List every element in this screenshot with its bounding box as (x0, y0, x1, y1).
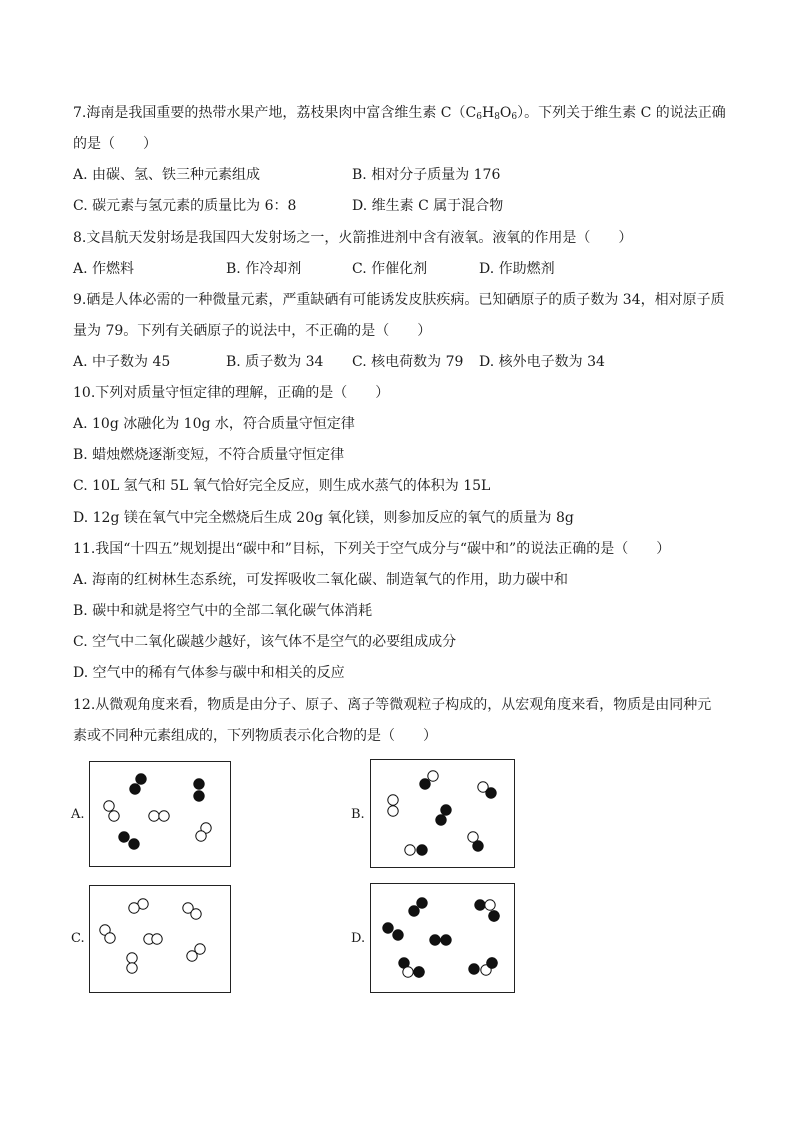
black-atom (383, 923, 393, 933)
black-atom (441, 935, 451, 945)
q12-d-molecule (430, 935, 451, 945)
white-atom (428, 771, 438, 781)
q8-option-b[interactable]: B. 作冷却剂 (226, 261, 302, 277)
black-atom (393, 930, 403, 940)
q7-option-b[interactable]: B. 相对分子质量为 176 (352, 167, 501, 183)
white-atom (485, 900, 495, 910)
black-atom (417, 845, 427, 855)
black-atom (475, 900, 485, 910)
q7-formula-o: O (499, 105, 512, 121)
q7-formula-sub-h: 8 (494, 112, 500, 122)
q8-option-c[interactable]: C. 作催化剂 (352, 261, 428, 277)
q9-stem-line2: 量为 79。下列有关硒原子的说法中，不正确的是（ ） (73, 323, 432, 339)
white-atom (152, 934, 162, 944)
q8-option-a[interactable]: A. 作燃料 (73, 261, 135, 277)
q12-d-molecule (409, 898, 427, 916)
q12-c-molecule (183, 903, 201, 919)
particle-layer (100, 771, 499, 977)
q7-option-a[interactable]: A. 由碳、氢、铁三种元素组成 (73, 167, 261, 183)
q12-label-b[interactable]: B. (351, 807, 365, 822)
black-atom (417, 898, 427, 908)
q9-option-c[interactable]: C. 核电荷数为 79 (352, 354, 464, 370)
q12-d-molecule (414, 967, 424, 977)
q12-label-a[interactable]: A. (71, 807, 85, 822)
q10-stem: 10.下列对质量守恒定律的理解，正确的是（ ） (73, 385, 390, 401)
q9-option-d[interactable]: D. 核外电子数为 34 (479, 354, 605, 370)
q12-b-molecule (468, 832, 483, 851)
q7-formula-sub-c: 6 (476, 112, 482, 122)
black-atom (194, 779, 204, 789)
q12-d-molecule (399, 958, 413, 977)
black-atom (130, 784, 140, 794)
q12-a-molecule (196, 823, 211, 841)
q10-option-b[interactable]: B. 蜡烛燃烧逐渐变短，不符合质量守恒定律 (73, 447, 345, 463)
white-atom (104, 801, 114, 811)
q12-a-molecule (104, 801, 119, 821)
black-atom (441, 805, 451, 815)
white-atom (127, 963, 137, 973)
q12-c-molecule (100, 925, 115, 943)
q7-formula-sub-o: 6 (511, 112, 518, 122)
q7-option-c[interactable]: C. 碳元素与氢元素的质量比为 6：8 (73, 198, 297, 214)
q12-stem-line1: 12.从微观角度来看，物质是由分子、原子、离子等微观粒子构成的，从宏观角度来看，物质是由同种元 (73, 697, 712, 713)
white-atom (187, 951, 197, 961)
white-atom (159, 811, 169, 821)
white-atom (403, 967, 413, 977)
q7-formula-h: H (481, 105, 495, 121)
white-atom (129, 903, 139, 913)
q12-label-c[interactable]: C. (71, 931, 85, 946)
black-atom (436, 815, 446, 825)
q11-option-b[interactable]: B. 碳中和就是将空气中的全部二氧化碳气体消耗 (73, 603, 373, 619)
q9-option-b[interactable]: B. 质子数为 34 (226, 354, 324, 370)
q12-d-molecule (487, 958, 497, 968)
black-atom (486, 788, 496, 798)
q9-option-a[interactable]: A. 中子数为 45 (73, 354, 171, 370)
q11-option-c[interactable]: C. 空气中二氧化碳越少越好，该气体不是空气的必要组成成分 (73, 634, 457, 650)
q12-b-molecule (436, 805, 451, 825)
black-atom (469, 964, 479, 974)
black-atom (489, 911, 499, 921)
white-atom (191, 909, 201, 919)
q11-stem: 11.我国“十四五”规划提出“碳中和”目标，下列关于空气成分与“碳中和”的说法正确的是（ ） (73, 541, 671, 557)
black-atom (430, 935, 440, 945)
q12-a-molecule (130, 774, 146, 794)
black-atom (129, 839, 139, 849)
q12-a-molecule (119, 832, 139, 849)
black-atom (487, 958, 497, 968)
q12-d-molecule (475, 900, 495, 910)
black-atom (136, 774, 146, 784)
q12-d-molecule (383, 923, 403, 940)
q12-c-molecule (144, 934, 162, 944)
q12-a-molecule (194, 779, 204, 801)
q12-a-molecule (149, 811, 169, 821)
white-atom (127, 953, 137, 963)
q8-option-d[interactable]: D. 作助燃剂 (479, 261, 555, 277)
white-atom (388, 806, 398, 816)
q7-stem-after: ）。下列关于维生素 C 的说法正确 (517, 105, 726, 121)
black-atom (194, 791, 204, 801)
black-atom (420, 779, 430, 789)
q7-stem-line2: 的是（ ） (73, 136, 157, 152)
white-atom (109, 811, 119, 821)
q12-b-molecule (420, 771, 438, 789)
q10-option-c[interactable]: C. 10L 氢气和 5L 氧气恰好完全反应，则生成水蒸气的体积为 15L (73, 478, 491, 494)
q12-b-molecule (478, 782, 496, 798)
q12-c-molecule (187, 944, 205, 961)
q8-stem: 8.文昌航天发射场是我国四大发射场之一，火箭推进剂中含有液氧。液氧的作用是（ ） (73, 230, 633, 246)
q12-c-molecule (129, 899, 148, 913)
q12-b-molecule (405, 845, 427, 855)
q11-option-d[interactable]: D. 空气中的稀有气体参与碳中和相关的反应 (73, 665, 345, 681)
white-atom (388, 795, 398, 805)
q9-stem-line1: 9.硒是人体必需的一种微量元素，严重缺硒有可能诱发皮肤疾病。已知硒原子的质子数为 34，相对原子质 (73, 292, 725, 308)
black-atom (409, 906, 419, 916)
white-atom (105, 933, 115, 943)
q10-option-a[interactable]: A. 10g 冰融化为 10g 水，符合质量守恒定律 (73, 416, 355, 432)
q7-stem-before: 7.海南是我国重要的热带水果产地，荔枝果肉中富含维生素 C（C (73, 105, 477, 121)
q12-stem-line2: 素或不同种元素组成的，下列物质表示化合物的是（ ） (73, 728, 437, 744)
q12-label-d[interactable]: D. (351, 931, 366, 946)
white-atom (405, 845, 415, 855)
black-atom (119, 832, 129, 842)
q12-c-molecule (127, 953, 137, 973)
q10-option-d[interactable]: D. 12g 镁在氧气中完全燃烧后生成 20g 氧化镁，则参加反应的氧气的质量为 8g (73, 510, 574, 526)
q12-b-molecule (388, 795, 398, 816)
white-atom (196, 831, 206, 841)
white-atom (149, 811, 159, 821)
q12-d-molecule (489, 911, 499, 921)
q11-option-a[interactable]: A. 海南的红树林生态系统，可发挥吸收二氧化碳、制造氧气的作用，助力碳中和 (73, 572, 569, 588)
q7-option-d[interactable]: D. 维生素 C 属于混合物 (352, 198, 504, 214)
black-atom (414, 967, 424, 977)
black-atom (473, 841, 483, 851)
